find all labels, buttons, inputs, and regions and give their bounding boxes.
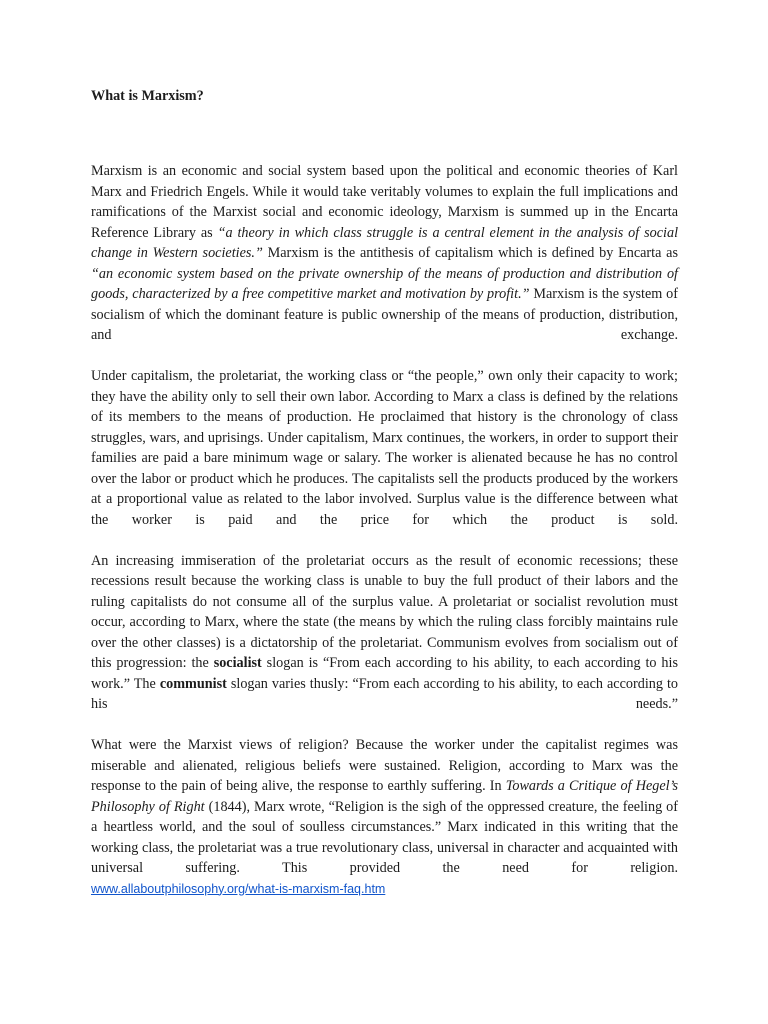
socialist-term: socialist — [213, 655, 262, 671]
paragraph-3-text-a: An increasing immiseration of the proletariat occurs as the result of economic recessions; these recessions result because the working class is unable to buy the full product of their labors and the ruling capitalists do not consume all of the surplus value. A proletariat or socialist revolution must occur, according to Marx, where the state (the means by which the ruling class forcibly maintains rule over the other classes) is a dictatorship of the proletariat. Communism evolves from socialism out of this progression: the — [91, 552, 678, 671]
paragraph-1-text-b: Marxism is the antithesis of capitalism which is defined by Encarta as — [262, 245, 678, 261]
paragraph-2: Under capitalism, the proletariat, the working class or “the people,” own only their capacity to work; they have the ability only to sell their own labor. According to Marx a class is defined by the relations of its members to the means of production. He proclaimed that history is the chronology of class struggles, wars, and uprisings. Under capitalism, Marx continues, the workers, in order to support their families are paid a bare minimum wage or salary. The worker is alienated because he has no control over the labor or product which he produces. The capitalists sell the products produced by the workers at a proportional value as related to the labor involved. Surplus value is the difference between what the worker is paid and the price for which the product is sold. — [91, 368, 678, 528]
book-title: Towards a Critique of Hegel’s Philosophy of Right — [91, 778, 679, 815]
paragraph-3 — [91, 551, 678, 715]
encarta-quote-1: “a theory in which class struggle is a central element in the analysis of social change in Western societies.” — [91, 224, 679, 261]
paragraph-1-text-a: Marxism is an economic and social system based upon the political and economic theories of Karl Marx and Friedrich Engels. While it would take veritably volumes to explain the full implications and ramifications of the Marxist social and economic ideology, Marxism is summed up in the Encarta Reference Library as — [91, 163, 678, 241]
paragraph-4 — [91, 735, 678, 879]
paragraph-4-text-b: (1844), Marx wrote, “Religion is the sigh of the oppressed creature, the feeling of a heartless world, and the soul of soulless circumstances.” Marx indicated in this writing that the working class, the proletariat was a true revolutionary class, universal in character and acquainted with universal suffering. This provided the need for religion. — [91, 798, 678, 876]
encarta-quote-2: “an economic system based on the private ownership of the means of production and distribution of goods, characterized by a free competitive market and motivation by profit.” — [91, 265, 678, 302]
paragraph-4-text-a: What were the Marxist views of religion? Because the worker under the capitalist regimes was miserable and alienated, religious beliefs were sustained. Religion, according to Marx was the response to the pain of being alive, the response to earthly suffering. In — [91, 737, 678, 794]
paragraph-1 — [91, 161, 678, 346]
page-title: What is Marxism? — [91, 88, 204, 104]
paragraph-3-text-b: slogan is “From each according to his ability, to each according to his work.” The — [91, 655, 678, 692]
communist-term: communist — [159, 675, 227, 692]
document-page — [91, 86, 678, 899]
source-link[interactable]: www.allaboutphilosophy.org/what-is-marxism-faq.htm — [91, 881, 386, 896]
paragraph-1-text-c: Marxism is the system of socialism of which the dominant feature is public ownership of the means of production, distribution, and exchange. — [91, 286, 678, 343]
paragraph-3-text-c: slogan varies thusly: “From each according to his ability, to each according to his needs.” — [91, 675, 678, 712]
